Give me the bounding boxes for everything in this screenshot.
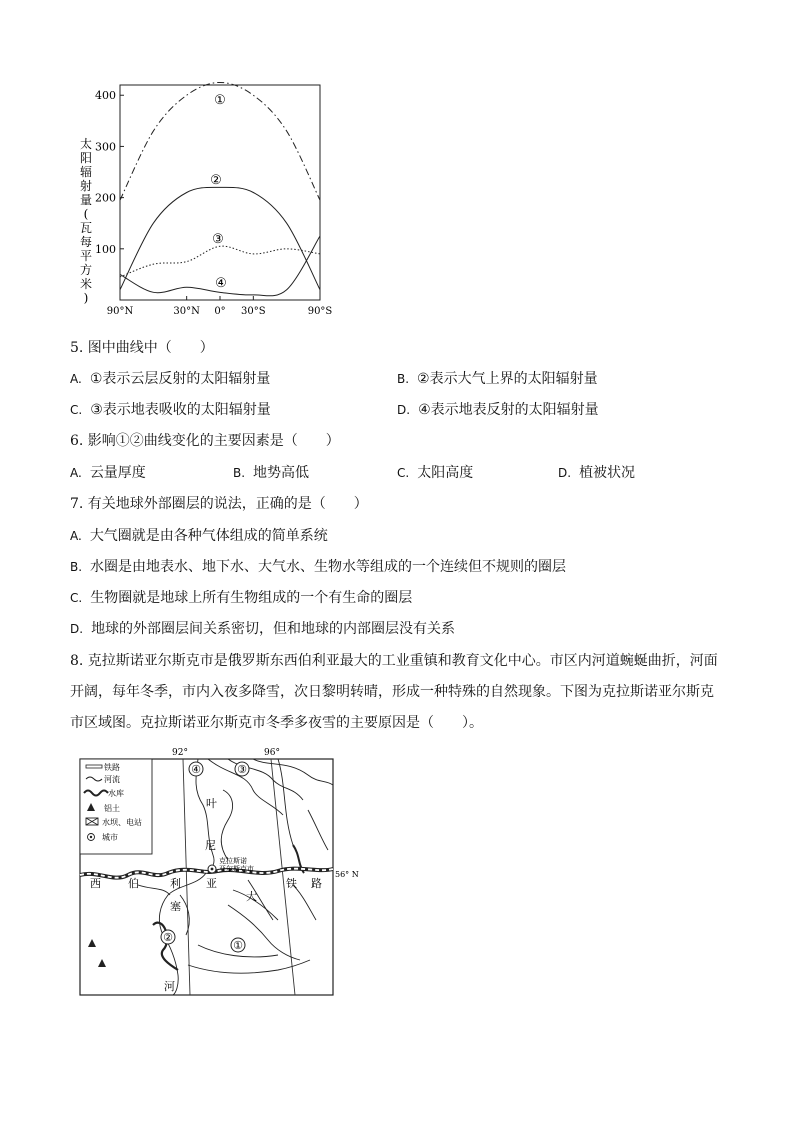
railway-char-2: 伯 bbox=[128, 877, 139, 890]
q6-option-b[interactable] bbox=[233, 464, 309, 482]
curve-3-line bbox=[120, 246, 320, 277]
y-tick-label: 400 bbox=[95, 89, 116, 103]
option-letter: D. bbox=[70, 622, 84, 636]
x-tick-label: 0° bbox=[214, 306, 226, 317]
y-tick-label: 300 bbox=[95, 140, 116, 154]
option-text: 地球的外部圈层间关系密切，但和地球的内部圈层没有关系 bbox=[91, 621, 456, 637]
option-letter: D. bbox=[397, 403, 411, 417]
legend-river: 河流 bbox=[104, 775, 120, 784]
q5-option-b[interactable] bbox=[397, 370, 598, 388]
option-letter: A. bbox=[70, 466, 82, 480]
legend-reservoir: 水库 bbox=[108, 789, 124, 798]
q6-stem: 6. 影响①②曲线变化的主要因素是（ ） bbox=[70, 433, 340, 449]
q5-option-a[interactable] bbox=[70, 370, 270, 388]
river-char-3: 塞 bbox=[170, 900, 181, 913]
railway-legend-icon bbox=[86, 765, 102, 768]
marker-4: ④ bbox=[191, 763, 201, 776]
railway-char-4: 亚 bbox=[206, 877, 217, 890]
option-text: ③表示地表吸收的太阳辐射量 bbox=[90, 402, 271, 418]
legend-city: 城市 bbox=[102, 833, 118, 842]
city-label-line-1: 克拉斯诺 bbox=[219, 857, 247, 865]
y-label-char: ) bbox=[83, 291, 89, 305]
railway-char-3: 利 bbox=[170, 877, 181, 890]
option-text: 太阳高度 bbox=[417, 465, 474, 481]
q5-option-c[interactable] bbox=[70, 401, 271, 419]
y-label-char: 量 bbox=[79, 193, 93, 207]
option-text: ④表示地表反射的太阳辐射量 bbox=[418, 402, 599, 418]
curve-2-label: ② bbox=[210, 173, 222, 188]
option-text: 云量厚度 bbox=[89, 465, 146, 481]
lat-56-label: 56° N bbox=[335, 870, 359, 879]
y-tick-label: 200 bbox=[95, 191, 116, 205]
y-label-char: 方 bbox=[79, 263, 93, 277]
option-letter: C. bbox=[397, 466, 410, 480]
option-letter: B. bbox=[397, 372, 410, 386]
x-tick-label: 30°N bbox=[173, 306, 200, 317]
river-char-1: 叶 bbox=[206, 797, 217, 810]
q8-line-3: 市区域图。克拉斯诺亚尔斯克市冬季多夜雪的主要原因是（ ）。 bbox=[70, 715, 483, 731]
option-text: 地势高低 bbox=[253, 465, 310, 481]
option-letter: A. bbox=[70, 372, 82, 386]
x-tick-label: 90°S bbox=[307, 306, 333, 317]
option-text: 生物圈就是地球上所有生物组成的一个有生命的圈层 bbox=[90, 590, 413, 606]
solar-radiation-chart bbox=[70, 80, 340, 325]
q5-option-d[interactable] bbox=[397, 401, 599, 419]
x-tick-label: 30°S bbox=[241, 306, 266, 317]
x-tick-label: 90°N bbox=[106, 306, 134, 317]
option-text: 植被状况 bbox=[579, 465, 636, 481]
railway-char-6: 铁 bbox=[286, 877, 297, 890]
y-label-char: 瓦 bbox=[79, 221, 93, 235]
option-letter: A. bbox=[70, 529, 82, 543]
q5-stem: 5. 图中曲线中（ ） bbox=[70, 340, 214, 356]
curve-3-label: ③ bbox=[212, 232, 224, 247]
y-label-char: 平 bbox=[79, 249, 93, 263]
q7-option-c[interactable] bbox=[70, 589, 412, 607]
option-letter: C. bbox=[70, 591, 83, 605]
q8-line-2: 开阔，每年冬季，市内入夜多降雪，次日黎明转晴，形成一种特殊的自然现象。下图为克拉斯诺亚尔斯克 bbox=[70, 684, 714, 700]
marker-3: ③ bbox=[237, 763, 247, 776]
q7-option-d[interactable] bbox=[70, 620, 455, 638]
y-label-char: 辐 bbox=[79, 165, 93, 179]
legend-dam: 水坝、电站 bbox=[102, 818, 142, 827]
legend-railway: 铁路 bbox=[104, 763, 120, 772]
legend-bauxite: 铝土 bbox=[104, 804, 120, 813]
chart-frame bbox=[120, 85, 320, 300]
option-text: 水圈是由地表水、地下水、大气水、生物水等组成的一个连续但不规则的圈层 bbox=[90, 559, 567, 575]
curve-1-label: ① bbox=[214, 93, 226, 108]
map-legend bbox=[80, 759, 152, 854]
y-label-char: 每 bbox=[79, 235, 93, 249]
option-letter: B. bbox=[70, 560, 83, 574]
river-char-4: 河 bbox=[164, 980, 175, 993]
lon-96-label: 96° bbox=[264, 748, 280, 758]
y-label-char: 阳 bbox=[79, 151, 93, 165]
q6-option-d[interactable] bbox=[558, 464, 635, 482]
option-letter: C. bbox=[70, 403, 83, 417]
q6-option-c[interactable] bbox=[397, 464, 473, 482]
railway-char-1: 西 bbox=[90, 877, 101, 890]
y-label-char: 太 bbox=[79, 137, 93, 151]
q6-option-a[interactable] bbox=[70, 464, 146, 482]
option-text: ①表示云层反射的太阳辐射量 bbox=[89, 371, 271, 387]
option-text: 大气圈就是由各种气体组成的简单系统 bbox=[89, 528, 328, 544]
marker-2: ② bbox=[163, 931, 173, 944]
krasnoyarsk-map bbox=[78, 745, 359, 997]
q7-option-b[interactable] bbox=[70, 558, 566, 576]
railway-char-5: 大 bbox=[246, 890, 257, 903]
y-label-char: 射 bbox=[79, 179, 93, 193]
option-letter: D. bbox=[558, 466, 572, 480]
river-char-2: 尼 bbox=[205, 839, 216, 852]
city-label-line-2: 亚尔斯克市 bbox=[219, 865, 254, 873]
lon-92-label: 92° bbox=[172, 748, 188, 758]
y-label-char: 米 bbox=[79, 277, 93, 291]
option-text: ②表示大气上界的太阳辐射量 bbox=[417, 371, 598, 387]
y-tick-label: 100 bbox=[95, 242, 116, 256]
railway-char-7: 路 bbox=[311, 877, 322, 890]
curve-4-label: ④ bbox=[215, 276, 227, 291]
q7-option-a[interactable] bbox=[70, 527, 328, 545]
q7-stem: 7. 有关地球外部圈层的说法，正确的是（ ） bbox=[70, 496, 368, 512]
option-letter: B. bbox=[233, 466, 246, 480]
marker-1: ① bbox=[233, 939, 243, 952]
y-axis-label bbox=[80, 136, 92, 305]
y-label-char: ( bbox=[83, 207, 89, 221]
q8-line-1: 8. 克拉斯诺亚尔斯克市是俄罗斯东西伯利亚最大的工业重镇和教育文化中心。市区内河道蜿蜒曲折，河面 bbox=[70, 653, 718, 669]
